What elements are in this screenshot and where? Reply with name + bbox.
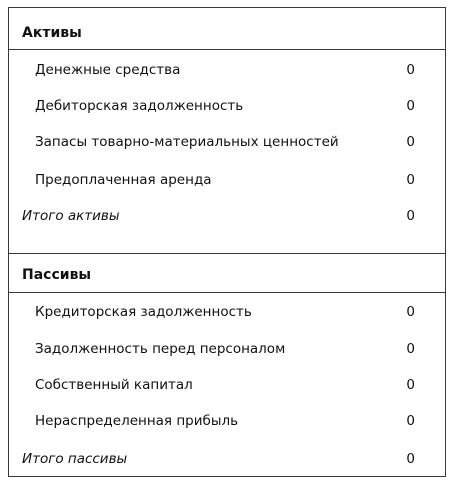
row-label: Задолженность перед персоналом [35, 341, 286, 357]
row-label: Предоплаченная аренда [35, 172, 212, 188]
assets-row-inventory [9, 132, 445, 152]
liabilities-row-equity [9, 375, 445, 395]
row-value: 0 [406, 98, 415, 114]
row-value: 0 [406, 304, 415, 320]
row-value: 0 [406, 377, 415, 393]
row-value: 0 [406, 341, 415, 357]
total-value: 0 [406, 208, 415, 224]
assets-total-row [9, 206, 445, 226]
liabilities-total-row [9, 449, 445, 469]
row-value: 0 [406, 62, 415, 78]
row-label: Запасы товарно-материальных ценностей [35, 134, 339, 150]
balance-sheet [8, 7, 446, 477]
total-value: 0 [406, 451, 415, 467]
liabilities-row-retained-earnings [9, 411, 445, 431]
row-value: 0 [406, 172, 415, 188]
liabilities-header [9, 254, 445, 293]
assets-row-receivables [9, 96, 445, 116]
liabilities-row-payables [9, 302, 445, 322]
assets-row-prepaid-rent [9, 170, 445, 190]
row-label: Дебиторская задолженность [35, 98, 244, 114]
assets-header [9, 12, 445, 50]
total-label: Итого пассивы [22, 451, 128, 467]
total-label: Итого активы [22, 208, 120, 224]
assets-row-cash [9, 60, 445, 80]
row-label: Денежные средства [35, 62, 181, 78]
liabilities-title: Пассивы [22, 267, 92, 283]
assets-title: Активы [22, 25, 82, 41]
row-value: 0 [406, 413, 415, 429]
row-value: 0 [406, 134, 415, 150]
row-label: Кредиторская задолженность [35, 304, 252, 320]
row-label: Собственный капитал [35, 377, 193, 393]
row-label: Нераспределенная прибыль [35, 413, 239, 429]
liabilities-row-payroll [9, 339, 445, 359]
